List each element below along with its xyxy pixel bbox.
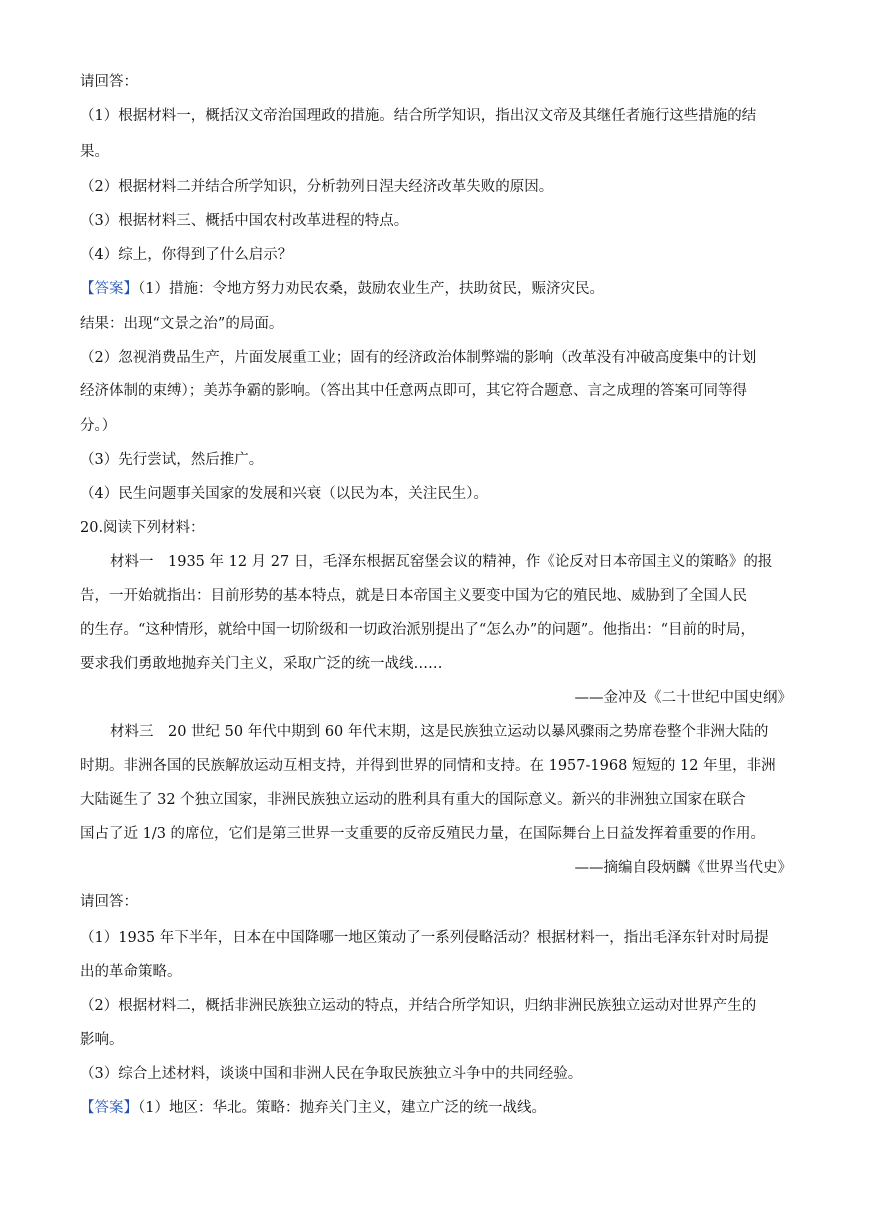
material-1-cont-2: 的生存。“这种情形，就给中国一切阶级和一切政治派别提出了“怎么办”的问题”。他指出：“目前的时局，	[80, 622, 756, 638]
question-20-heading: 20.阅读下列材料：	[80, 520, 205, 536]
q20-answer-text: （1）地区：华北。策略：抛弃关门主义，建立广泛的统一战线。	[138, 1100, 546, 1116]
q20-answer-line	[80, 1098, 792, 1118]
q20-question-2-cont: 影响。	[80, 1032, 124, 1048]
question-2: （2）根据材料二并结合所学知识，分析勃列日涅夫经济改革失败的原因。	[80, 179, 554, 195]
prompt-label: 请回答：	[80, 74, 138, 90]
material-1-source: ——金冲及《二十世纪中国史纲》	[574, 690, 792, 706]
q20-question-2: （2）根据材料二，概括非洲民族独立运动的特点，并结合所学知识，归纳非洲民族独立运动对世界产生的	[80, 998, 757, 1014]
prompt-label-2: 请回答：	[80, 894, 138, 910]
answer-3: （3）先行尝试，然后推广。	[80, 452, 264, 468]
q20-question-3: （3）综合上述材料，谈谈中国和非洲人民在争取民族独立斗争中的共同经验。	[80, 1066, 583, 1082]
answer-text: （1）措施：令地方努力劝民农桑，鼓励农业生产，扶助贫民，赈济灾民。	[138, 281, 604, 297]
q20-question-1: （1）1935 年下半年，日本在中国降哪一地区策动了一系列侵略活动？根据材料一，指出毛泽东针对时局提	[80, 930, 769, 946]
material-3-cont-1: 时期。非洲各国的民族解放运动互相支持，并得到世界的同情和支持。在 1957-1968 短短的 12 年里，非洲	[80, 758, 776, 774]
material-1: 材料一 1935 年 12 月 27 日，毛泽东根据瓦窑堡会议的精神，作《论反对日本帝国主义的策略》的报	[110, 554, 773, 570]
question-1: （1）根据材料一，概括汉文帝治国理政的措施。结合所学知识，指出汉文帝及其继任者施行这些措施的结	[80, 108, 757, 124]
answer-tag: 【答案】	[80, 281, 138, 297]
material-3-cont-2: 大陆诞生了 32 个独立国家，非洲民族独立运动的胜利具有重大的国际意义。新兴的非洲独立国家在联合	[80, 792, 746, 808]
material-1-cont-1: 告，一开始就指出：目前形势的基本特点，就是日本帝国主义要变中国为它的殖民地、威胁到了全国人民	[80, 588, 747, 604]
material-3-source: ——摘编自段炳麟《世界当代史》	[574, 860, 792, 876]
question-4: （4）综上，你得到了什么启示？	[80, 247, 293, 263]
material-3: 材料三 20 世纪 50 年代中期到 60 年代末期，这是民族独立运动以暴风骤雨之势席卷整个非洲大陆的	[110, 724, 769, 740]
material-1-cont-3: 要求我们勇敢地抛弃关门主义，采取广泛的统一战线……	[80, 656, 443, 672]
question-1-cont: 果。	[80, 144, 109, 160]
answer-2: （2）忽视消费品生产，片面发展重工业；固有的经济政治体制弊端的影响（改革没有冲破高度集中的计划	[80, 350, 757, 366]
q20-question-1-cont: 出的革命策略。	[80, 964, 182, 980]
answer-2-cont: 经济体制的束缚）；美苏争霸的影响。（答出其中任意两点即可，其它符合题意、言之成理的答案可同等得	[80, 383, 747, 399]
answer-4: （4）民生问题事关国家的发展和兴衰（以民为本，关注民生）。	[80, 486, 488, 502]
answer-tag: 【答案】	[80, 1100, 138, 1116]
answer-2-end: 分。）	[80, 418, 117, 434]
answer-result: 结果：出现“文景之治”的局面。	[80, 316, 284, 332]
question-3: （3）根据材料三、概括中国农村改革进程的特点。	[80, 213, 409, 229]
answer-line-1	[80, 279, 792, 299]
material-3-cont-3: 国占了近 1/3 的席位，它们是第三世界一支重要的反帝反殖民力量，在国际舞台上日益发挥着重要的作用。	[80, 826, 766, 842]
